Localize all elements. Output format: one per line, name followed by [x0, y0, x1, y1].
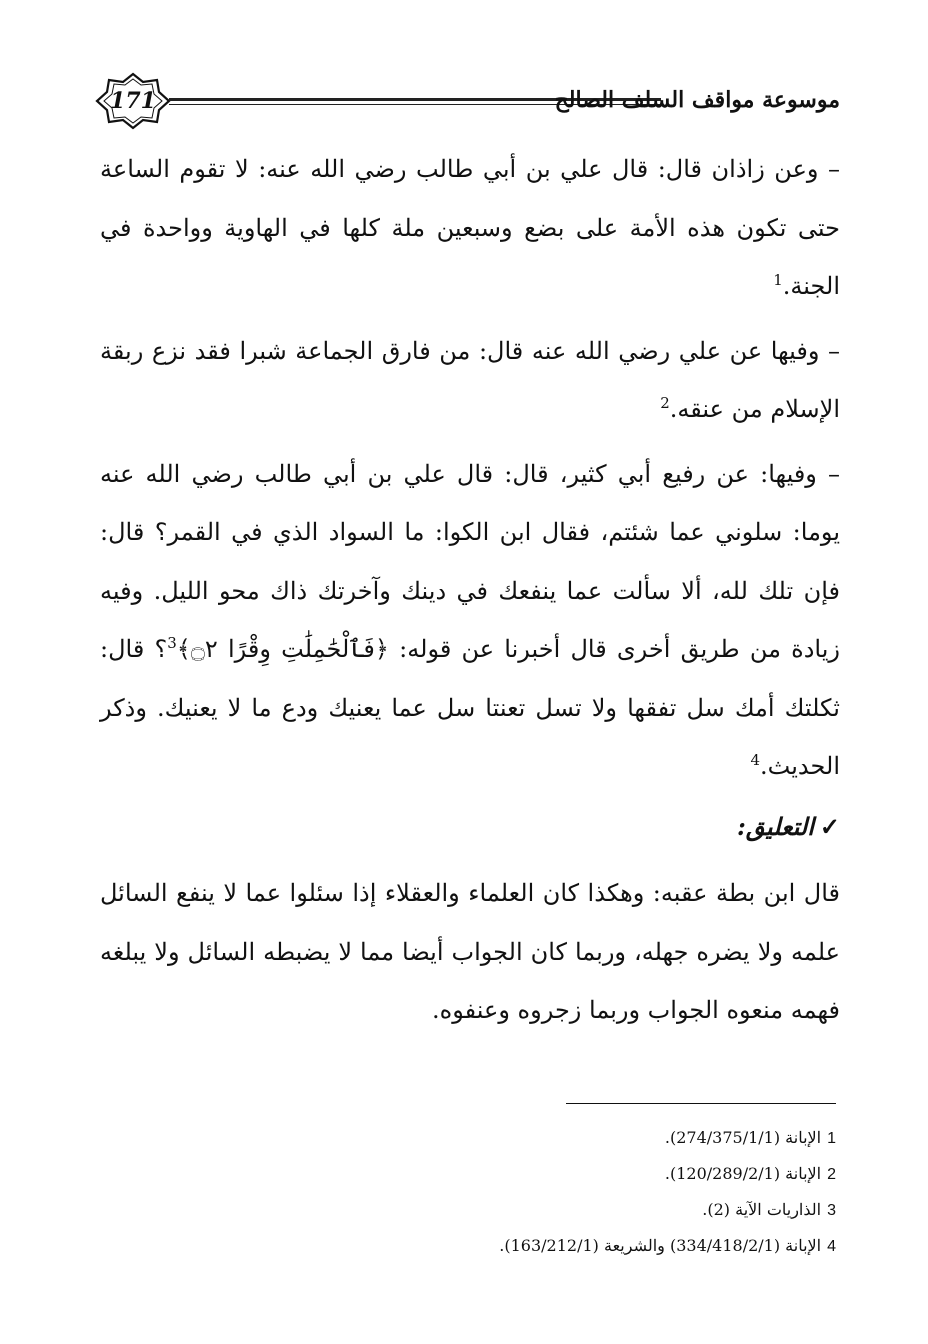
main-text: [100, 140, 840, 1040]
paragraph-text: – وعن زاذان قال: قال علي بن أبي طالب رضي الله عنه: لا تقوم الساعة حتى تكون هذه الأمة على بضع وسبعين ملة كلها في الهاوية وواحدة في الجنة.: [100, 155, 840, 300]
quran-verse: ﴿فَٱلْحَٰمِلَٰتِ وِقْرًا ۝٢﴾: [176, 635, 389, 663]
paragraph-text: – وفيها: عن رفيع أبي كثير، قال: قال علي بن أبي طالب رضي الله عنه يوما: سلوني عما شئتم، فقال ابن الكوا: ما السواد الذي في القمر؟ قال: فإن تلك لله، ألا سألت عما ينفعك في دينك وآخرتك ذاك محو الليل. وفيه زيادة من طريق أخرى قال أخبرنا عن قوله:: [100, 459, 841, 663]
footnote-number: 4: [827, 1238, 836, 1255]
footnote-text: الذاريات الآية (2).: [702, 1200, 822, 1219]
footnote-ref[interactable]: 1: [773, 271, 783, 289]
footnote-text: الإبانة (120/289/2/1).: [664, 1164, 822, 1183]
page-header: [95, 72, 840, 132]
footnote-item: [300, 1192, 836, 1228]
paragraph-text: – وفيها عن علي رضي الله عنه قال: من فارق الجماعة شبرا فقد نزع ربقة الإسلام من عنقه.: [100, 336, 840, 423]
paragraph-zadhan: [100, 140, 840, 316]
footnote-number: 3: [827, 1202, 836, 1219]
page-number-badge: [95, 72, 171, 130]
footnote-item: [300, 1120, 836, 1156]
footnote-text: الإبانة (334/418/2/1) والشريعة (163/212/1).: [499, 1236, 822, 1255]
paragraph-rufai: [100, 445, 840, 796]
footnote-ref[interactable]: 2: [660, 394, 670, 412]
check-icon: ✓: [819, 811, 840, 841]
paragraph-jamaah: [100, 322, 840, 439]
footnote-number: 1: [827, 1130, 836, 1147]
comment-heading-text: التعليق:: [737, 811, 814, 841]
paragraph-text: ؟ قال: ثكلتك أمك سل تفقها ولا تسل تعنتا سل عما يعنيك ودع ما لا يعنيك. وذكر الحديث.: [100, 635, 840, 780]
footnote-text: الإبانة (274/375/1/1).: [664, 1128, 822, 1147]
comment-paragraph: [100, 864, 840, 1040]
footnote-ref[interactable]: 4: [750, 751, 761, 769]
footnotes: [300, 1120, 836, 1264]
footnote-separator: [566, 1103, 836, 1104]
footnote-ref[interactable]: 3: [167, 634, 177, 652]
comment-text: قال ابن بطة عقبه: وهكذا كان العلماء والعقلاء إذا سئلوا عما لا ينفع السائل علمه ولا يضره جهله، وربما كان الجواب أيضا مما لا يضبطه السائل ولا يبلغه فهمه منعوه الجواب وربما زجروه وعنفوه.: [100, 879, 840, 1024]
page-number: 171: [110, 88, 156, 114]
book-title: موسوعة مواقف السلف الصالح: [554, 87, 840, 113]
footnote-item: [300, 1156, 836, 1192]
footnote-item: [300, 1228, 836, 1264]
comment-heading: [100, 798, 840, 857]
footnote-number: 2: [827, 1166, 836, 1183]
